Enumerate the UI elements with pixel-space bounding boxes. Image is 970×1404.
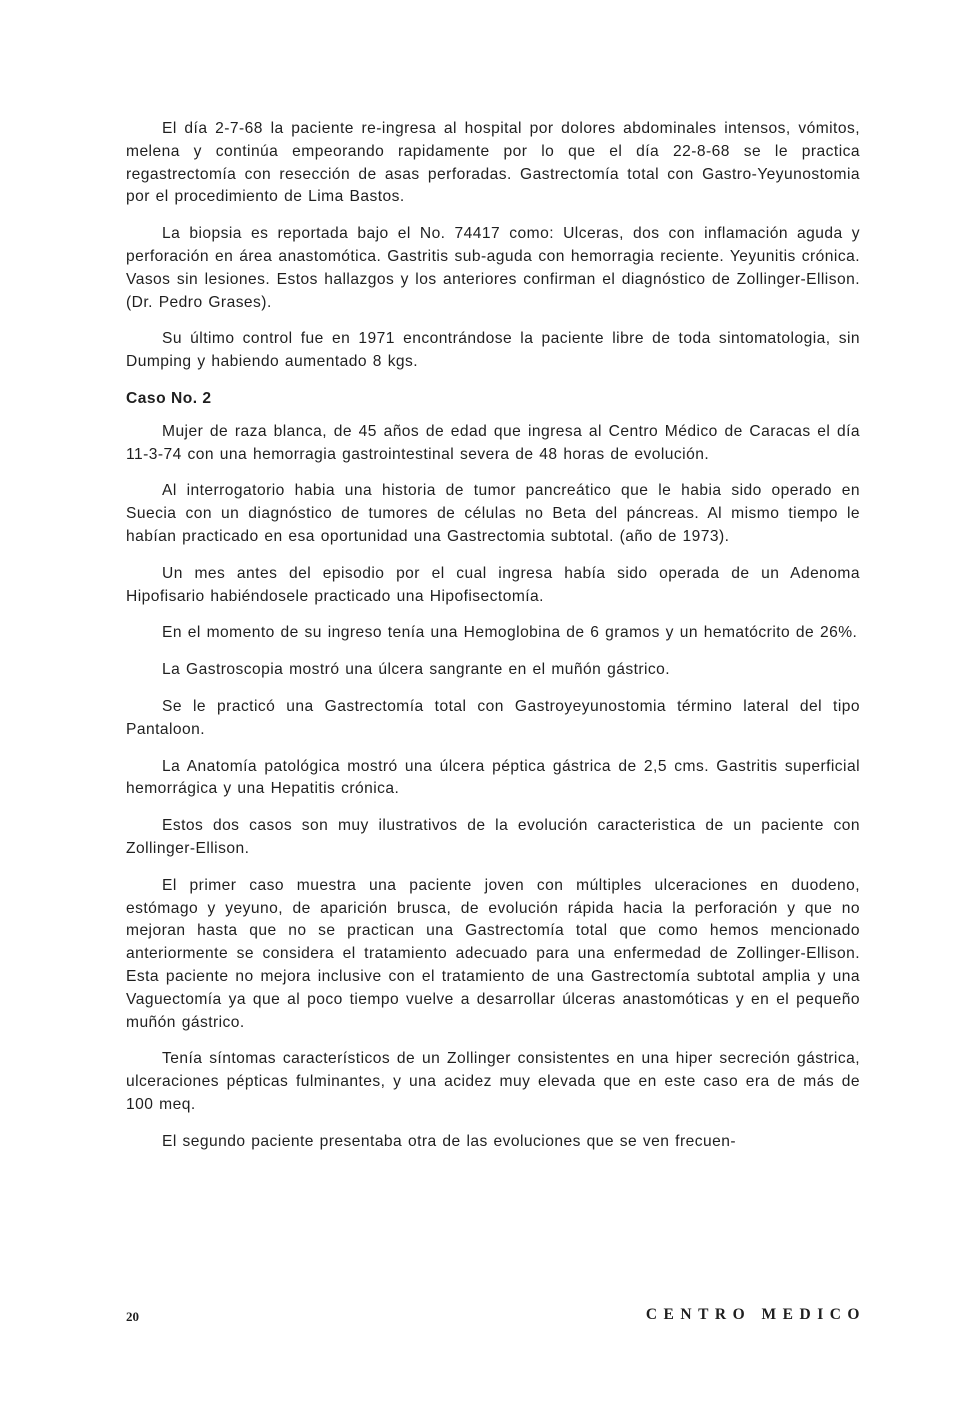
paragraph: La biopsia es reportada bajo el No. 74417 como: Ulceras, dos con inflamación aguda y perforación en área anastomótica. Gastritis sub-aguda con hemorragia reciente. Yeyunitis crónica. Vasos sin lesiones. Estos hallazgos y los anteriores confirman el diagnóstico de Zollinger-Ellison. (Dr. Pedro Grases). [126, 225, 860, 311]
paragraph-continued: El segundo paciente presentaba otra de las evoluciones que se ven frecuen- [162, 1132, 736, 1150]
paragraph: Su último control fue en 1971 encontrándose la paciente libre de toda sintomatologia, sin Dumping y habiendo aumentado 8 kgs. [126, 330, 860, 371]
paragraph: Al interrogatorio habia una historia de tumor pancreático que le habia sido operado en Suecia con un diagnóstico de tumores de células no Beta del páncreas. Al mismo tiempo le habían practicado en esa oportunidad una Gastrectomia subtotal. (año de 1973). [126, 482, 860, 545]
page-number: 20 [126, 1309, 139, 1324]
paragraph: La Gastroscopia mostró una úlcera sangrante en el muñón gástrico. [162, 661, 671, 679]
page-body [126, 118, 860, 1167]
section-heading: Caso No. 2 [126, 389, 212, 407]
paragraph: Tenía síntomas característicos de un Zollinger consistentes en una hiper secreción gástrica, ulceraciones pépticas fulminantes, y una acidez muy elevada que en este caso era de más de 100 meq. [126, 1050, 860, 1113]
journal-name: CENTRO MEDICO [645, 1306, 866, 1323]
paragraph: En el momento de su ingreso tenía una Hemoglobina de 6 gramos y un hematócrito de 26%. [162, 624, 858, 642]
paragraph: La Anatomía patológica mostró una úlcera péptica gástrica de 2,5 cms. Gastritis superficial hemorrágica y una Hepatitis crónica. [126, 757, 860, 798]
paragraph: El primer caso muestra una paciente joven con múltiples ulceraciones en duodeno, estómago y yeyuno, de aparición brusca, de evolución rápida hacia la perforación y que no mejoran hasta que no se practican una Gastrectomía total que como hemos mencionado anteriormente se considera el tratamiento adecuado para una enfermedad de Zollinger-Ellison. Esta paciente no mejora inclusive con el tratamiento de una Gastrectomía subtotal amplia y una Vaguectomía ya que al poco tiempo vuelve a desarrollar úlceras anastomóticas y en el pequeño muñón gástrico. [126, 876, 860, 1031]
paragraph: Estos dos casos son muy ilustrativos de la evolución caracteristica de un paciente con Zollinger-Ellison. [126, 817, 860, 857]
paragraph: Un mes antes del episodio por el cual ingresa había sido operada de un Adenoma Hipofisario habiéndosele practicado una Hipofisectomía. [126, 564, 860, 605]
page-footer [126, 1306, 866, 1330]
paragraph: El día 2-7-68 la paciente re-ingresa al hospital por dolores abdominales intensos, vómitos, melena y continúa empeorando rapidamente por lo que el día 22-8-68 se le practica regastrectomía con resección de asas perforadas. Gastrectomía total con Gastro-Yeyunostomia por el procedimiento de Lima Bastos. [126, 120, 860, 206]
paragraph: Mujer de raza blanca, de 45 años de edad que ingresa al Centro Médico de Caracas el día 11-3-74 con una hemorragia gastrointestinal severa de 48 horas de evolución. [126, 422, 860, 463]
paragraph: Se le practicó una Gastrectomía total con Gastroyeyunostomia término lateral del tipo Pantaloon. [126, 697, 860, 738]
